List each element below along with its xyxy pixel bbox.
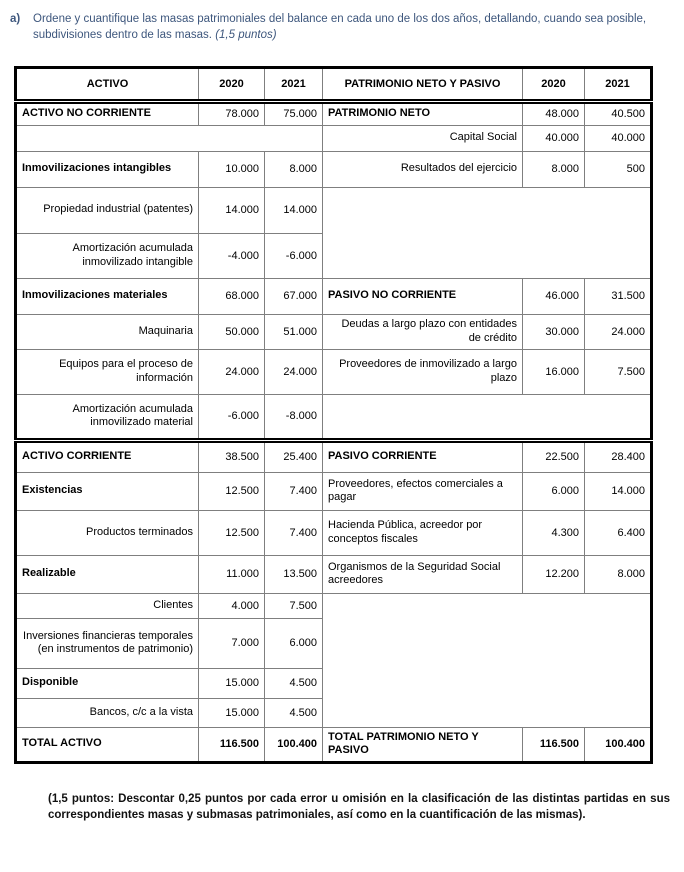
header-activo: ACTIVO: [16, 67, 199, 101]
empty-cell: [323, 394, 652, 440]
header-2021-left: 2021: [265, 67, 323, 101]
value-2021: 500: [585, 151, 652, 187]
header-2020-left: 2020: [199, 67, 265, 101]
value-2020: 16.000: [523, 349, 585, 394]
total-pasivo-label: TOTAL PATRIMONIO NETO Y PASIVO: [323, 727, 523, 762]
table-row: [16, 187, 652, 233]
value-2021: 4.500: [265, 698, 323, 727]
table-row: [16, 349, 652, 394]
empty-cell: [323, 593, 652, 727]
row-label: ACTIVO NO CORRIENTE: [16, 101, 199, 125]
table-row: [16, 593, 652, 618]
table-row: [16, 394, 652, 440]
table-row: [16, 125, 652, 151]
value-2020: 15.000: [199, 668, 265, 698]
value-2020: 6.000: [523, 472, 585, 510]
row-label: Maquinaria: [16, 314, 199, 349]
value-2020: 50.000: [199, 314, 265, 349]
value-2020: 7.000: [199, 618, 265, 668]
value-2020: 30.000: [523, 314, 585, 349]
row-label: Capital Social: [323, 125, 523, 151]
value-2020: 40.000: [523, 125, 585, 151]
table-row: [16, 278, 652, 314]
row-label: Disponible: [16, 668, 199, 698]
value-2021: 100.400: [585, 727, 652, 762]
value-2020: 24.000: [199, 349, 265, 394]
row-label: Organismos de la Seguridad Social acreedores: [323, 555, 523, 593]
row-label: Amortización acumulada inmovilizado material: [16, 394, 199, 440]
total-activo-label: TOTAL ACTIVO: [16, 727, 199, 762]
value-2021: 75.000: [265, 101, 323, 125]
value-2021: 100.400: [265, 727, 323, 762]
value-2021: 67.000: [265, 278, 323, 314]
row-label: PATRIMONIO NETO: [323, 101, 523, 125]
row-label: Amortización acumulada inmovilizado intangible: [16, 233, 199, 278]
exercise-points: (1,5 puntos): [215, 29, 277, 42]
value-2021: 24.000: [265, 349, 323, 394]
value-2020: 22.500: [523, 440, 585, 472]
value-2021: 6.400: [585, 510, 652, 555]
empty-cell: [323, 187, 652, 278]
row-label: ACTIVO CORRIENTE: [16, 440, 199, 472]
value-2021: 14.000: [585, 472, 652, 510]
row-label: Inmovilizaciones materiales: [16, 278, 199, 314]
value-2020: 10.000: [199, 151, 265, 187]
table-row: [16, 440, 652, 472]
exercise-marker: a): [10, 13, 21, 25]
row-label: Bancos, c/c a la vista: [16, 698, 199, 727]
value-2020: 116.500: [199, 727, 265, 762]
table-row: [16, 151, 652, 187]
row-label: Realizable: [16, 555, 199, 593]
table-row: [16, 472, 652, 510]
row-label: Proveedores de inmovilizado a largo plazo: [323, 349, 523, 394]
row-label: Existencias: [16, 472, 199, 510]
table-row: [16, 314, 652, 349]
row-label: Resultados del ejercicio: [323, 151, 523, 187]
value-2021: 25.400: [265, 440, 323, 472]
row-label: Deudas a largo plazo con entidades de crédito: [323, 314, 523, 349]
value-2021: 8.000: [585, 555, 652, 593]
value-2020: 116.500: [523, 727, 585, 762]
value-2021: 7.500: [265, 593, 323, 618]
value-2021: 14.000: [265, 187, 323, 233]
value-2020: 68.000: [199, 278, 265, 314]
value-2020: 15.000: [199, 698, 265, 727]
row-label: Equipos para el proceso de información: [16, 349, 199, 394]
row-label: Propiedad industrial (patentes): [16, 187, 199, 233]
value-2020: 12.500: [199, 472, 265, 510]
value-2021: 7.500: [585, 349, 652, 394]
header-2020-right: 2020: [523, 67, 585, 101]
row-label: Clientes: [16, 593, 199, 618]
value-2020: 48.000: [523, 101, 585, 125]
value-2020: 12.500: [199, 510, 265, 555]
value-2021: 6.000: [265, 618, 323, 668]
header-2021-right: 2021: [585, 67, 652, 101]
value-2021: 31.500: [585, 278, 652, 314]
row-label: Hacienda Pública, acreedor por conceptos fiscales: [323, 510, 523, 555]
value-2020: 8.000: [523, 151, 585, 187]
value-2021: 40.000: [585, 125, 652, 151]
value-2021: 13.500: [265, 555, 323, 593]
table-header-row: [16, 67, 652, 101]
value-2021: 51.000: [265, 314, 323, 349]
value-2021: -8.000: [265, 394, 323, 440]
header-patrimonio-pasivo: PATRIMONIO NETO Y PASIVO: [323, 67, 523, 101]
table-row: [16, 510, 652, 555]
balance-sheet-table: [14, 66, 653, 764]
value-2020: 12.200: [523, 555, 585, 593]
value-2020: 4.000: [199, 593, 265, 618]
table-row: [16, 555, 652, 593]
value-2020: 14.000: [199, 187, 265, 233]
exercise-text-body: Ordene y cuantifique las masas patrimoniales del balance en cada uno de los dos años, detallando, cuando sea posible, subdivisiones dentro de las masas.: [33, 13, 647, 42]
value-2021: 7.400: [265, 510, 323, 555]
value-2020: -6.000: [199, 394, 265, 440]
value-2021: 28.400: [585, 440, 652, 472]
value-2020: 38.500: [199, 440, 265, 472]
value-2020: 46.000: [523, 278, 585, 314]
row-label: Inmovilizaciones intangibles: [16, 151, 199, 187]
row-label: Proveedores, efectos comerciales a pagar: [323, 472, 523, 510]
exercise-text: [33, 11, 676, 44]
grading-note: (1,5 puntos: Descontar 0,25 puntos por cada error u omisión en la clasificación de las distintas partidas en sus correspondientes masas y submasas patrimoniales, así como en la cuantificación de las mismas).: [48, 792, 670, 821]
exercise-instruction: [10, 11, 676, 44]
table-row: [16, 101, 652, 125]
value-2020: 11.000: [199, 555, 265, 593]
value-2021: 8.000: [265, 151, 323, 187]
row-label: PASIVO NO CORRIENTE: [323, 278, 523, 314]
value-2021: 7.400: [265, 472, 323, 510]
empty-cell: [16, 125, 323, 151]
value-2020: 78.000: [199, 101, 265, 125]
value-2021: 40.500: [585, 101, 652, 125]
value-2021: 4.500: [265, 668, 323, 698]
row-label: Productos terminados: [16, 510, 199, 555]
table-row-total: [16, 727, 652, 762]
value-2020: 4.300: [523, 510, 585, 555]
value-2020: -4.000: [199, 233, 265, 278]
row-label: Inversiones financieras temporales (en instrumentos de patrimonio): [16, 618, 199, 668]
row-label: PASIVO CORRIENTE: [323, 440, 523, 472]
value-2021: 24.000: [585, 314, 652, 349]
value-2021: -6.000: [265, 233, 323, 278]
